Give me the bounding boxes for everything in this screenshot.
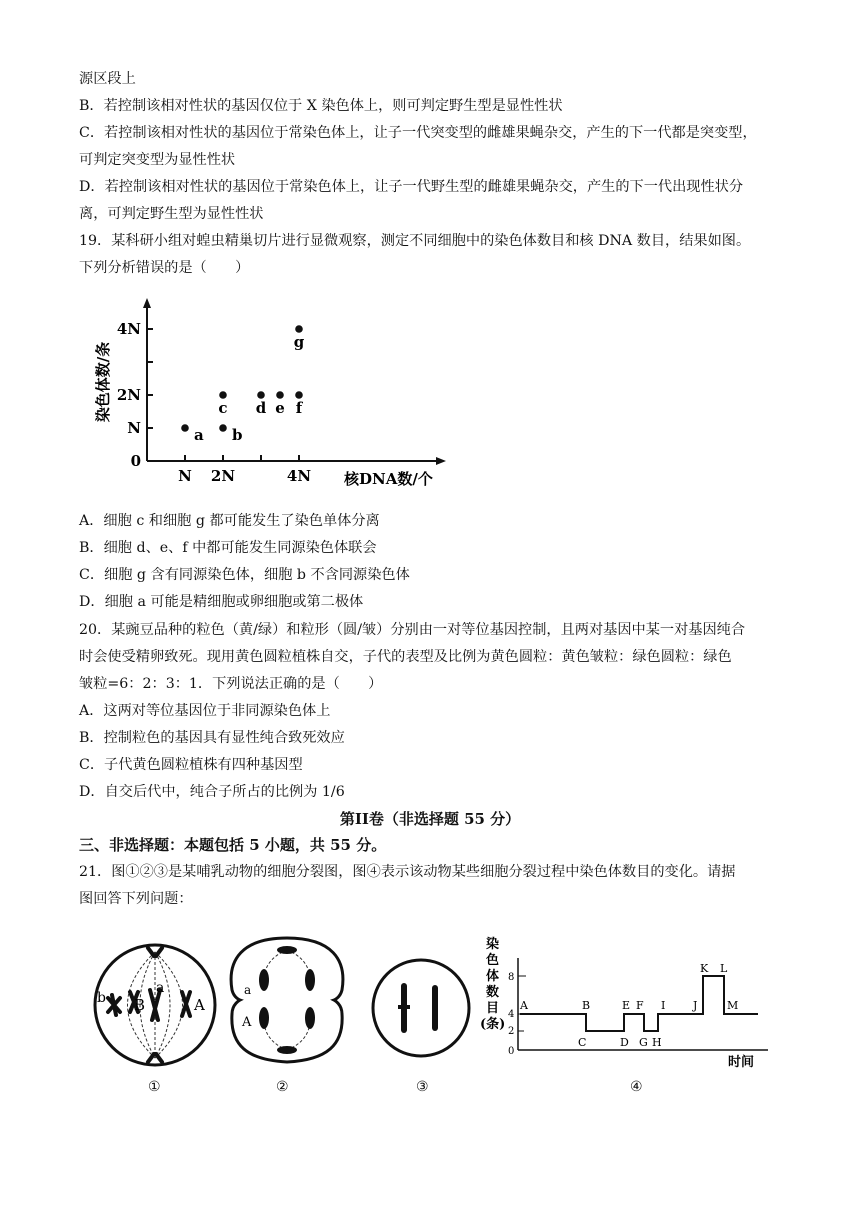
q18-cont: 源区段上	[79, 71, 136, 87]
chart-xlabel: 核DNA数/个	[344, 470, 433, 488]
data-point-c	[219, 391, 227, 399]
data-point-label-b: b	[232, 426, 243, 444]
fig4-ytick-4: 4	[508, 1009, 515, 1020]
q18-option-d-line2: 离，可判定野生型为显性性状	[79, 206, 264, 222]
figure-1-cell	[90, 940, 220, 1070]
fig1-letter-b-lower: b	[97, 990, 106, 1006]
y-tick-label: 4N	[116, 320, 141, 338]
x-tick-label: N	[178, 467, 192, 485]
q19-option-c: C．细胞 g 含有同源染色体，细胞 b 不含同源染色体	[79, 567, 410, 583]
figure-2-cell	[222, 930, 352, 1070]
q21-stem-line1: 21．图①②③是某哺乳动物的细胞分裂图，图④表示该动物某些细胞分裂过程中染色体数目的变化。请据	[79, 864, 736, 880]
data-point-d	[257, 391, 265, 399]
fig4-point-G: G	[639, 1036, 648, 1049]
q20-option-d: D．自交后代中，纯合子所占的比例为 1/6	[79, 784, 345, 800]
y-tick-label: 0	[130, 452, 141, 470]
figure-3-cell	[366, 955, 476, 1065]
q19-option-a: A．细胞 c 和细胞 g 都可能发生了染色单体分离	[79, 513, 380, 529]
q18-option-c-line1: C．若控制该相对性状的基因位于常染色体上，让子一代突变型的雌雄果蝇杂交，产生的下一代都是突变型，	[79, 125, 757, 141]
fig4-point-H: H	[652, 1036, 662, 1049]
fig4-ytick-0: 0	[508, 1046, 515, 1057]
fig4-point-B: B	[582, 999, 591, 1012]
data-point-label-e: e	[275, 399, 285, 417]
figure-label-1: ①	[148, 1079, 161, 1095]
section-title: 第II卷（非选择题 55 分）	[339, 810, 521, 828]
data-point-label-c: c	[218, 399, 228, 417]
data-point-label-d: d	[255, 399, 267, 417]
fig4-point-J: J	[693, 999, 698, 1012]
q20-stem-line1: 20．某豌豆品种的粒色（黄/绿）和粒形（圆/皱）分别由一对等位基因控制，且两对基因中某一对基因纯合	[79, 622, 746, 638]
fig4-ylabel: 染色体 数目(条)	[480, 937, 506, 1032]
fig1-letter-a-upper: A	[194, 996, 205, 1014]
q20-option-c: C．子代黄色圆粒植株有四种基因型	[79, 757, 303, 773]
chart-points	[181, 325, 305, 444]
q19-option-b: B．细胞 d、e、f 中都可能发生同源染色体联会	[79, 540, 377, 556]
q18-option-c-line2: 可判定突变型为显性性状	[79, 152, 236, 168]
fig4-ytick-8: 8	[508, 972, 515, 983]
q20-option-a: A．这两对等位基因位于非同源染色体上	[79, 703, 331, 719]
fig2-letter-A: A	[242, 1015, 252, 1030]
fig1-letter-a-lower: a	[156, 980, 165, 996]
q21-stem-line2: 图回答下列问题：	[79, 891, 193, 907]
x-tick-label: 4N	[286, 467, 312, 485]
y-tick-label: 2N	[116, 386, 141, 404]
fig2-letter-a: a	[244, 983, 252, 997]
fig4-point-C: C	[578, 1036, 587, 1049]
data-point-e	[276, 391, 284, 399]
q20-stem-line2: 时会使受精卵致死。现用黄色圆粒植株自交，子代的表型及比例为黄色圆粒：黄色皱粒：绿色圆粒：绿色	[79, 649, 732, 665]
fig4-point-D: D	[620, 1036, 629, 1049]
q18-option-d-line1: D．若控制该相对性状的基因位于常染色体上，让子一代野生型的雌雄果蝇杂交，产生的下一代出现性状分	[79, 179, 744, 195]
data-point-g	[295, 325, 303, 333]
figure-label-4: ④	[630, 1079, 643, 1095]
q20-option-b: B．控制粒色的基因具有显性纯合致死效应	[79, 730, 345, 746]
fig4-point-E: E	[622, 999, 631, 1012]
figure-4-line-chart	[478, 928, 778, 1068]
q18-option-b: B．若控制该相对性状的基因仅位于 X 染色体上，则可判定野生型是显性性状	[79, 98, 563, 114]
figure-label-2: ②	[276, 1079, 289, 1095]
fig4-xlabel: 时间	[728, 1055, 755, 1068]
figure-label-3: ③	[416, 1079, 429, 1095]
chart-axes	[143, 298, 446, 465]
q19-stem-line2: 下列分析错误的是（ ）	[79, 260, 250, 276]
fig4-point-M: M	[727, 999, 739, 1012]
q19-stem-line1: 19．某科研小组对蝗虫精巢切片进行显微观察，测定不同细胞中的染色体数目和核 DNA 数目，结果如图。	[79, 233, 751, 249]
q19-option-d: D．细胞 a 可能是精细胞或卵细胞或第二极体	[79, 594, 364, 610]
data-point-label-f: f	[295, 399, 303, 417]
fig4-point-I: I	[661, 999, 666, 1012]
fig4-ytick-2: 2	[508, 1026, 515, 1037]
q20-stem-line3: 皱粒=6：2：3：1．下列说法正确的是（ ）	[79, 676, 383, 692]
section-heading: 三、非选择题：本题包括 5 小题，共 55 分。	[79, 836, 387, 854]
data-point-label-a: a	[194, 426, 204, 444]
fig4-point-L: L	[720, 962, 728, 975]
data-point-label-g: g	[293, 333, 305, 351]
fig4-point-A: A	[520, 999, 528, 1012]
fig1-letter-b-upper: B	[134, 996, 146, 1014]
y-tick-label: N	[127, 419, 141, 437]
fig4-point-K: K	[700, 962, 709, 975]
chart-ylabel: 染色体数/条	[94, 341, 112, 423]
q19-scatter-chart	[90, 296, 470, 496]
data-point-a	[181, 424, 189, 432]
data-point-f	[295, 391, 303, 399]
fig4-point-F: F	[636, 999, 644, 1012]
x-tick-label: 2N	[210, 467, 236, 485]
data-point-b	[219, 424, 227, 432]
